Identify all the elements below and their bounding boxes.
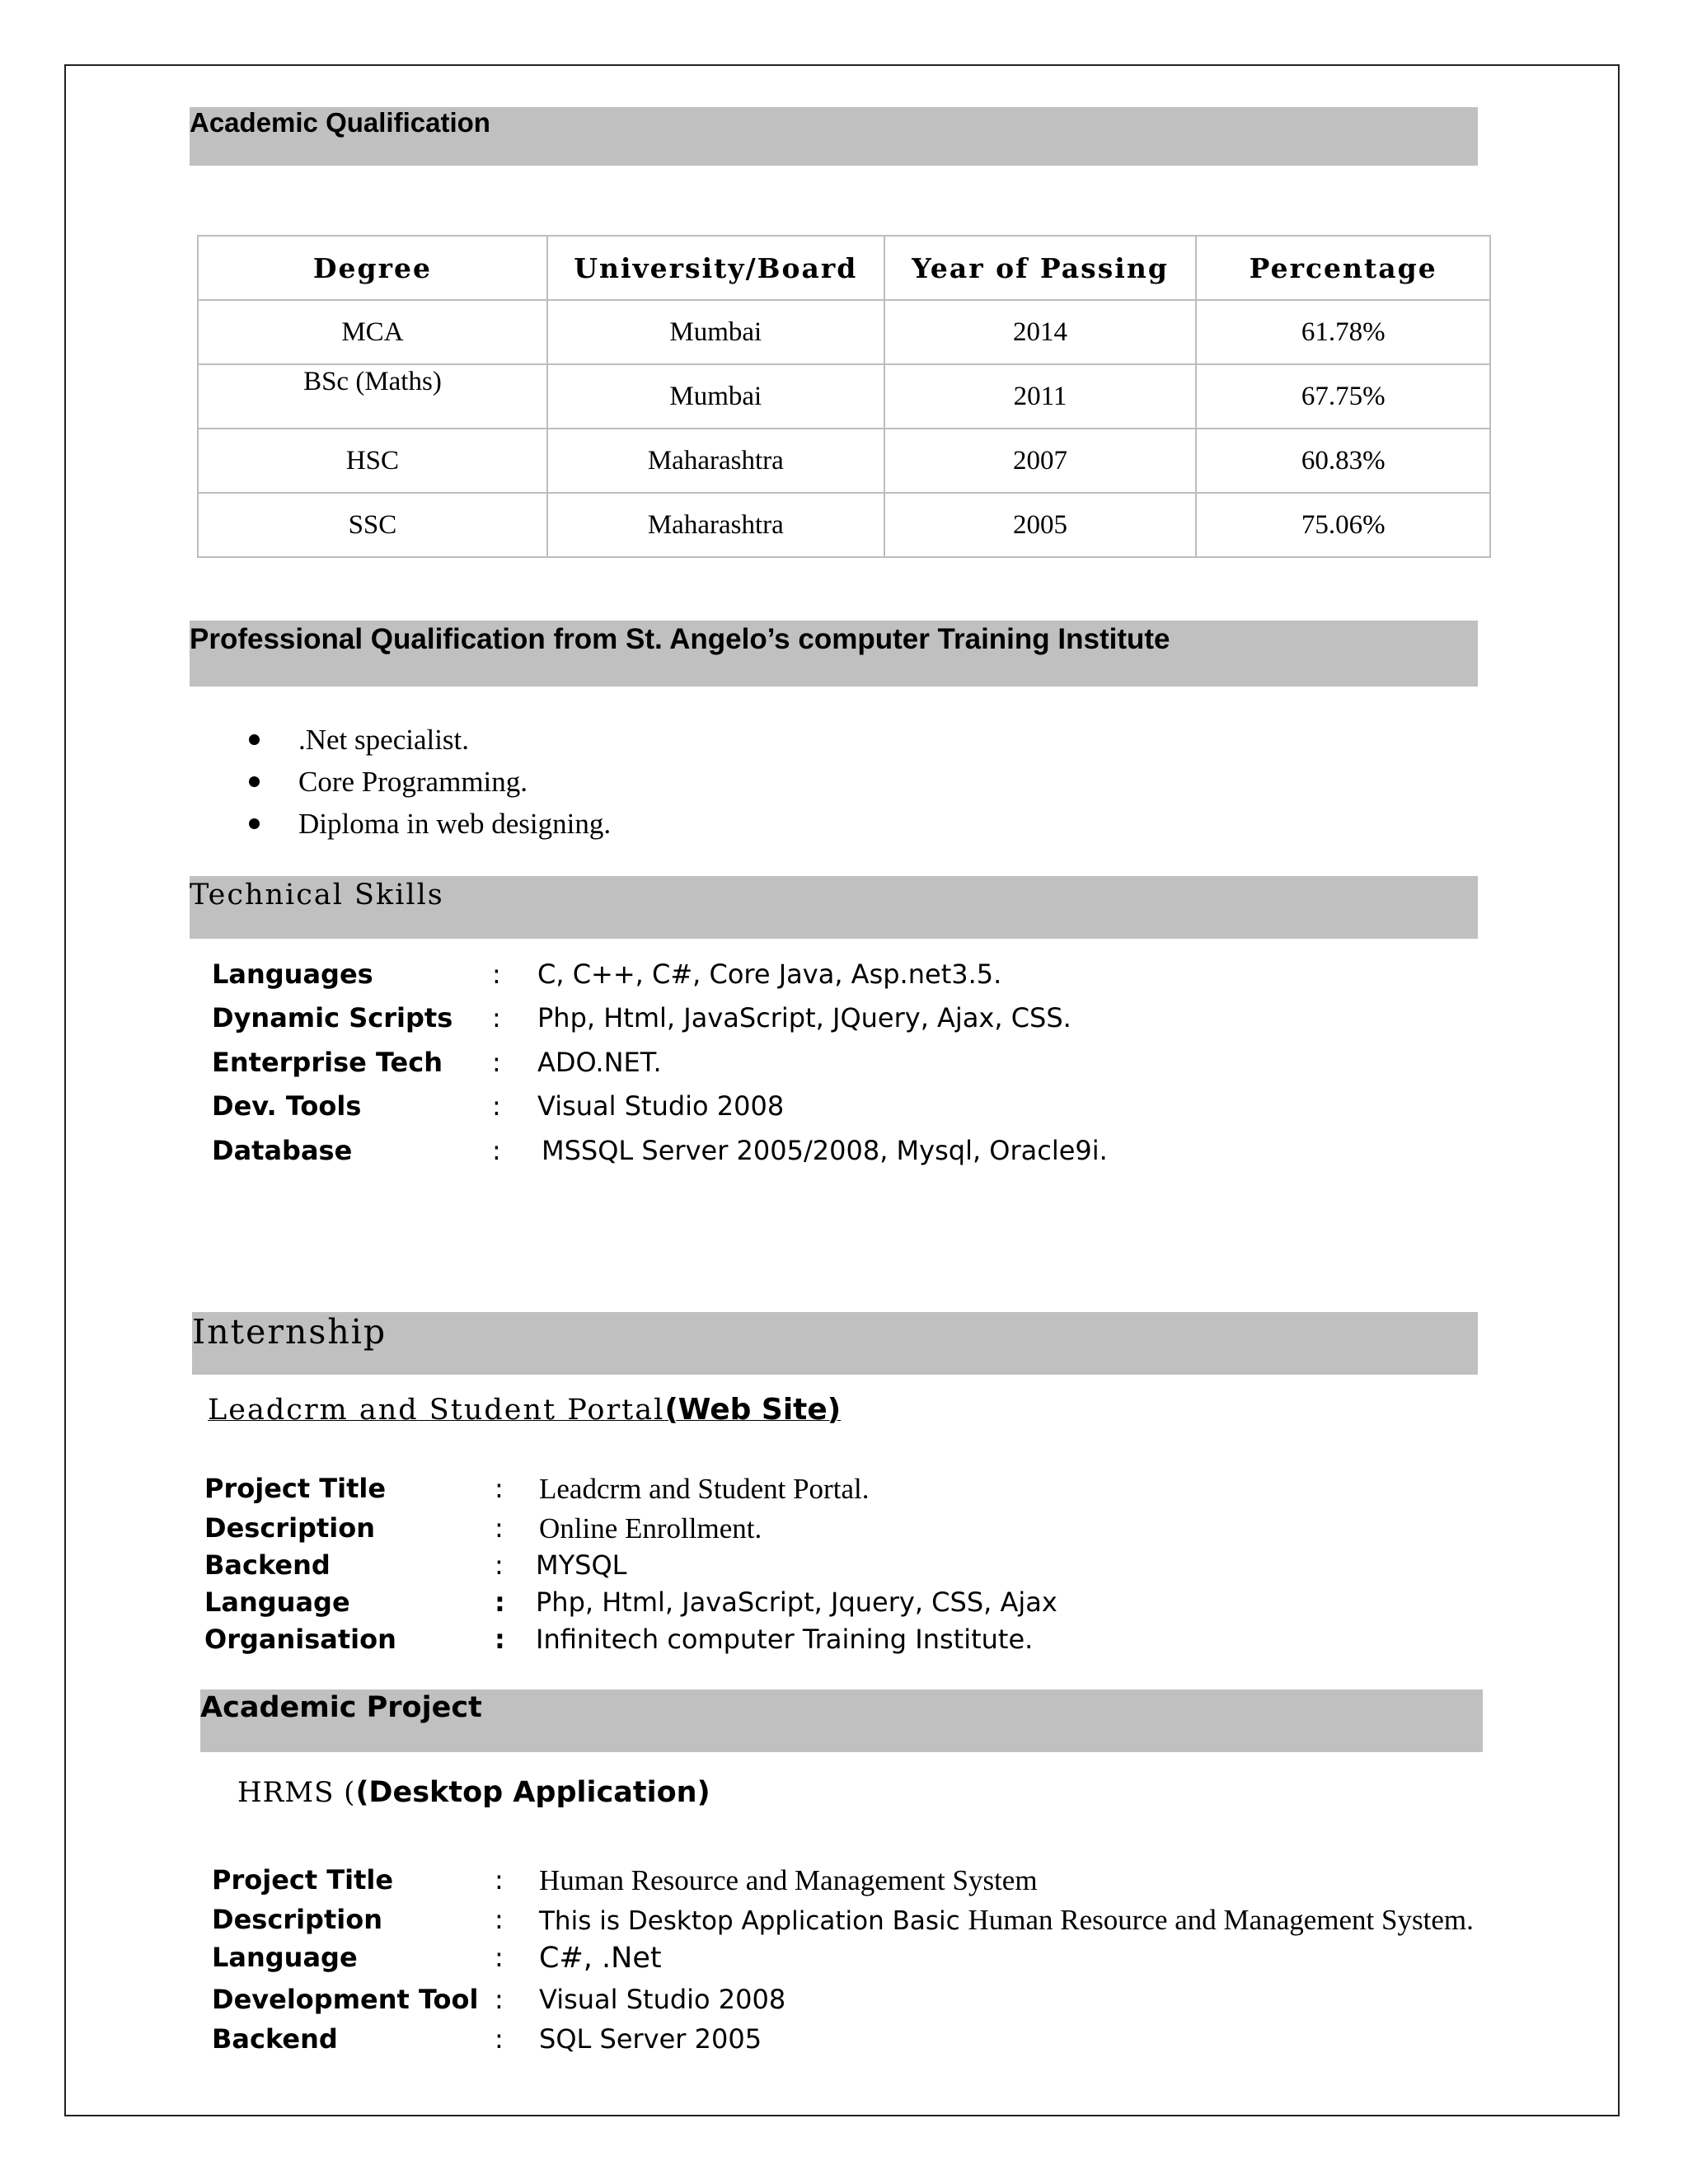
table-cell: SSC: [198, 493, 547, 557]
project-type: (Web Site): [664, 1393, 842, 1427]
detail-label: Project Title: [212, 1864, 394, 1896]
table-row: [198, 300, 1490, 364]
skill-label: Dev. Tools: [212, 1090, 362, 1122]
skill-value: ADO.NET.: [537, 1047, 662, 1078]
detail-value: Infinitech computer Training Institute.: [536, 1624, 1034, 1655]
skill-label: Enterprise Tech: [212, 1047, 443, 1078]
table-header-cell: Percentage: [1196, 236, 1490, 300]
separator: :: [495, 1586, 505, 1618]
list-item: .Net specialist.: [247, 719, 611, 761]
table-cell: 75.06%: [1196, 493, 1490, 557]
detail-label: Backend: [212, 2023, 338, 2055]
detail-value: Php, Html, JavaScript, Jquery, CSS, Ajax: [536, 1586, 1057, 1618]
academic-project-heading-line: [237, 1776, 710, 1809]
detail-value: SQL Server 2005: [539, 2023, 762, 2055]
separator: :: [495, 1984, 504, 2015]
table-cell: MCA: [198, 300, 547, 364]
internship-project-heading: [208, 1393, 841, 1427]
bullet-icon: [249, 776, 260, 787]
detail-label: Organisation: [204, 1624, 396, 1655]
table-cell: 2014: [884, 300, 1197, 364]
detail-value: Leadcrm and Student Portal.: [539, 1473, 870, 1505]
detail-value-part: This is Desktop Application Basic: [539, 1906, 968, 1936]
table-header-cell: Year of Passing: [884, 236, 1197, 300]
detail-label: Language: [212, 1942, 358, 1973]
detail-value: Online Enrollment.: [539, 1512, 762, 1544]
skill-label: Database: [212, 1135, 353, 1166]
academic-heading: Academic Qualification: [190, 107, 490, 138]
table-row: [198, 364, 1490, 429]
separator: :: [495, 1904, 504, 1935]
detail-label: Project Title: [204, 1473, 387, 1504]
detail-value: Human Resource and Management System: [539, 1864, 1038, 1896]
skill-value: Visual Studio 2008: [537, 1090, 785, 1122]
project-type: (Desktop Application): [355, 1776, 710, 1809]
separator: :: [495, 1512, 504, 1544]
table-header-cell: University/Board: [547, 236, 884, 300]
separator: :: [495, 1473, 504, 1504]
detail-label: Description: [204, 1512, 375, 1544]
separator: :: [495, 1942, 504, 1973]
separator: :: [495, 1624, 505, 1655]
table-cell: Mumbai: [547, 364, 884, 429]
table-cell: 2011: [884, 364, 1197, 429]
bullet-icon: [249, 818, 260, 829]
project-name: HRMS (: [237, 1776, 356, 1809]
detail-label: Description: [212, 1904, 382, 1935]
table-cell: 60.83%: [1196, 429, 1490, 493]
skill-label: Dynamic Scripts: [212, 1002, 453, 1033]
detail-value: [539, 1904, 1474, 1937]
detail-value: C#, .Net: [539, 1942, 662, 1975]
separator: :: [495, 1864, 504, 1896]
detail-label: Language: [204, 1586, 350, 1618]
professional-list: [247, 719, 611, 845]
table-row: [198, 429, 1490, 493]
separator: :: [492, 1002, 501, 1033]
skill-value: Php, Html, JavaScript, JQuery, Ajax, CSS.: [537, 1002, 1071, 1033]
detail-label: Development Tool: [212, 1984, 479, 2015]
list-item: Core Programming.: [247, 761, 611, 803]
table-cell: 67.75%: [1196, 364, 1490, 429]
table-cell: Maharashtra: [547, 429, 884, 493]
project-name: Leadcrm and Student Portal: [208, 1394, 665, 1427]
qualification-table: [197, 235, 1491, 558]
detail-value-part: Human Resource and Management System.: [968, 1904, 1474, 1936]
skill-value: C, C++, C#, Core Java, Asp.net3.5.: [537, 958, 1002, 990]
table-header-cell: Degree: [198, 236, 547, 300]
separator: :: [495, 2023, 504, 2055]
table-cell: 61.78%: [1196, 300, 1490, 364]
separator: :: [492, 1135, 501, 1166]
professional-heading: Professional Qualification from St. Angelo’s computer Training Institute: [190, 623, 1170, 655]
separator: :: [495, 1549, 504, 1581]
academic-project-heading: Academic Project: [200, 1691, 482, 1724]
table-cell: BSc (Maths): [198, 364, 547, 429]
table-row: [198, 493, 1490, 557]
detail-label: Backend: [204, 1549, 331, 1581]
detail-value: Visual Studio 2008: [539, 1984, 786, 2015]
technical-heading: Technical Skills: [190, 879, 444, 912]
table-cell: HSC: [198, 429, 547, 493]
table-cell: 2005: [884, 493, 1197, 557]
separator: :: [492, 958, 501, 990]
table-cell: 2007: [884, 429, 1197, 493]
table-header-row: [198, 236, 1490, 300]
separator: :: [492, 1090, 501, 1122]
table-cell: Mumbai: [547, 300, 884, 364]
separator: :: [492, 1047, 501, 1078]
skill-value: MSSQL Server 2005/2008, Mysql, Oracle9i.: [542, 1135, 1108, 1166]
list-item: Diploma in web designing.: [247, 803, 611, 845]
table-cell: Maharashtra: [547, 493, 884, 557]
skill-label: Languages: [212, 958, 373, 990]
bullet-icon: [249, 734, 260, 745]
detail-value: MYSQL: [536, 1549, 627, 1581]
internship-heading: Internship: [192, 1312, 387, 1352]
